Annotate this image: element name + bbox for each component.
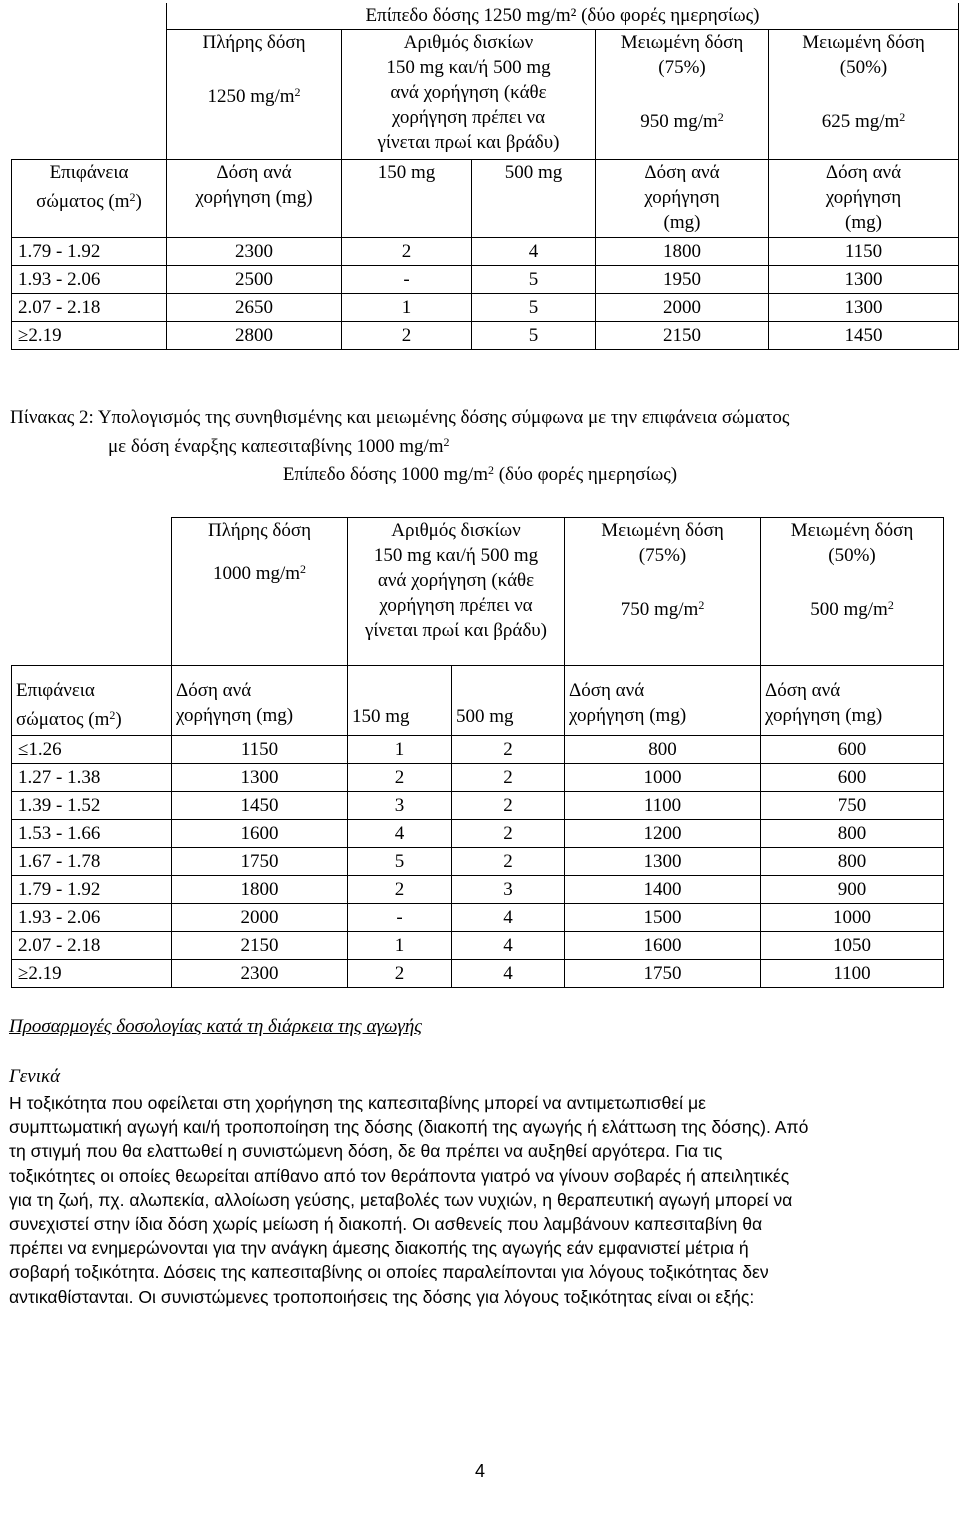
- table-cell: 1400: [565, 876, 761, 904]
- table-cell: 1800: [596, 237, 769, 265]
- table-cell: ≥2.19: [12, 960, 172, 988]
- body-line: αντικαθίστανται. Οι συνιστώμενες τροποποιήσεις της δόσης για λόγους τοξικότητας είναι οι εξής:: [9, 1286, 755, 1307]
- table-cell: 2800: [167, 321, 342, 349]
- table-cell: 900: [761, 876, 944, 904]
- table-cell: 1.27 - 1.38: [12, 764, 172, 792]
- table2-dose75-header: Δόση ανά χορήγηση (mg): [565, 666, 761, 736]
- table-cell: 1: [348, 932, 452, 960]
- table-cell: -: [342, 265, 472, 293]
- table-cell: 2.07 - 2.18: [12, 932, 172, 960]
- blank-cell: [12, 29, 167, 159]
- table-row: [12, 904, 944, 932]
- table-cell: 5: [472, 321, 596, 349]
- table-row: [12, 960, 944, 988]
- table2-reduced75-header: Μειωμένη δόση (75%) 750 $mg/m^2$: [565, 518, 761, 666]
- table2-title: Επίπεδο δόσης 1000 $mg/m^2$ (δύο φορές ημερησίως): [282, 463, 678, 485]
- body-line: τοξικότητες οι οποίες θεωρείται απίθανο από τον θεράποντα γιατρό να γίνουν σοβαρές ή απειλητικές: [9, 1165, 790, 1186]
- table-cell: 1100: [565, 792, 761, 820]
- table-row: [12, 932, 944, 960]
- table-cell: 2300: [167, 237, 342, 265]
- table-cell: 1.67 - 1.78: [12, 848, 172, 876]
- table-cell: 4: [472, 237, 596, 265]
- table-cell: 1950: [596, 265, 769, 293]
- table-cell: 1300: [172, 764, 348, 792]
- table-cell: 750: [761, 792, 944, 820]
- table-cell: 600: [761, 764, 944, 792]
- table1-bsa-header: Επιφάνεια σώματος $(m^2)$: [12, 159, 167, 237]
- table-cell: ≥2.19: [12, 321, 167, 349]
- table-cell: 1450: [769, 321, 959, 349]
- table1-500mg-header: 500 mg: [472, 159, 596, 237]
- table1-dose50-header: Δόση ανά χορήγηση (mg): [769, 159, 959, 237]
- table-cell: 800: [761, 820, 944, 848]
- table2-500mg-header: 500 mg: [452, 666, 565, 736]
- table1-reduced75-header: Μειωμένη δόση (75%) 950 $mg/m^2$: [596, 29, 769, 159]
- table-cell: 2.07 - 2.18: [12, 293, 167, 321]
- table-cell: 1450: [172, 792, 348, 820]
- table-cell: 2: [452, 764, 565, 792]
- table-cell: 2000: [596, 293, 769, 321]
- table-cell: 2300: [172, 960, 348, 988]
- table-cell: 800: [761, 848, 944, 876]
- table-cell: 4: [348, 820, 452, 848]
- table-cell: 2650: [167, 293, 342, 321]
- table-cell: 5: [472, 293, 596, 321]
- table-cell: 2000: [172, 904, 348, 932]
- page-number: 4: [474, 1461, 485, 1481]
- table-cell: 2: [452, 820, 565, 848]
- table-cell: 2: [348, 876, 452, 904]
- table-row: [12, 237, 959, 265]
- table-cell: 1: [348, 736, 452, 764]
- table-row: [12, 293, 959, 321]
- table-cell: 2: [342, 237, 472, 265]
- table-row: [12, 820, 944, 848]
- table-row: [12, 848, 944, 876]
- table-cell: 1100: [761, 960, 944, 988]
- table-cell: 1.79 - 1.92: [12, 237, 167, 265]
- table2-bsa-header: Επιφάνεια σώματος $(m^2)$: [12, 666, 172, 736]
- table-cell: 2: [452, 848, 565, 876]
- table1-tablets-header: Αριθμός δισκίων 150 mg και/ή 500 mg ανά χορήγηση (κάθε χορήγηση πρέπει να γίνεται πρωί και βράδυ): [342, 29, 596, 159]
- table2-reduced50-header: Μειωμένη δόση (50%) 500 $mg/m^2$: [761, 518, 944, 666]
- table-row: [12, 736, 944, 764]
- sub-heading: Γενικά: [9, 1066, 61, 1087]
- table-cell: 1300: [769, 265, 959, 293]
- table-cell: 2: [348, 960, 452, 988]
- table2-150mg-header: 150 mg: [348, 666, 452, 736]
- table1-dose-per-admin-header: Δόση ανά χορήγηση (mg): [167, 159, 342, 237]
- body-line: για τη ζωή, πχ. αλωπεκία, αλλοίωση γεύσης, μεταβολές των νυχιών, η θεραπευτική αγωγή μπορεί να: [9, 1189, 793, 1210]
- table-row: [12, 321, 959, 349]
- full-dose-value: 1250 mg/m: [207, 85, 295, 107]
- table-cell: 2: [452, 792, 565, 820]
- body-line: Η τοξικότητα που οφείλεται στη χορήγηση της καπεσιταβίνης μπορεί να αντιμετωπισθεί με: [9, 1093, 706, 1113]
- table-cell: 1.79 - 1.92: [12, 876, 172, 904]
- body-line: πρέπει να ενημερώνονται για την ανάγκη άμεσης διακοπής της αγωγής εάν εμφανιστεί μέτρια ή: [9, 1238, 749, 1259]
- table2-caption: Πίνακας 2: Υπολογισμός της συνηθισμένης και μειωμένης δόσης σύμφωνα με την επιφάνεια σώματος με δόση έναρξης καπεσιταβίνης 1000 $mg/m^2$: [10, 407, 790, 457]
- table-cell: 1200: [565, 820, 761, 848]
- table-cell: 1150: [769, 237, 959, 265]
- table-cell: 1300: [769, 293, 959, 321]
- table-cell: 1000: [761, 904, 944, 932]
- table-cell: 1000: [565, 764, 761, 792]
- table-cell: 1500: [565, 904, 761, 932]
- body-line: σοβαρή τοξικότητα. Δόσεις της καπεσιταβίνης οι οποίες παραλείπονται για λόγους τοξικότητας δεν: [9, 1262, 769, 1283]
- table-row: [12, 792, 944, 820]
- table-cell: 800: [565, 736, 761, 764]
- table-cell: 2500: [167, 265, 342, 293]
- table1-full-dose-header: Πλήρης δόση 1250 $mg/m^2$: [167, 29, 342, 159]
- table2-dose50-header: Δόση ανά χορήγηση (mg): [761, 666, 944, 736]
- table-cell: 1.39 - 1.52: [12, 792, 172, 820]
- table2-tablets-header: Αριθμός δισκίων 150 mg και/ή 500 mg ανά χορήγηση (κάθε χορήγηση πρέπει να γίνεται πρωί και βράδυ): [348, 518, 565, 666]
- table2-dose-per-admin-header: Δόση ανά χορήγηση (mg): [172, 666, 348, 736]
- table-row: [12, 265, 959, 293]
- table-cell: 1800: [172, 876, 348, 904]
- table-cell: ≤1.26: [12, 736, 172, 764]
- blank-cell: [12, 3, 167, 29]
- table-row: [12, 876, 944, 904]
- table-cell: -: [348, 904, 452, 932]
- table-cell: 3: [348, 792, 452, 820]
- table-cell: 4: [452, 904, 565, 932]
- table-cell: 2150: [596, 321, 769, 349]
- table-cell: 1750: [565, 960, 761, 988]
- table-cell: 4: [452, 960, 565, 988]
- table-cell: 1.93 - 2.06: [12, 265, 167, 293]
- body-line: τη στιγμή που θα ελαττωθεί η συνιστώμενη δόση, δε θα πρέπει να αυξηθεί αργότερα. Για τις: [9, 1141, 723, 1162]
- dose-table-1000: [11, 517, 944, 988]
- table-cell: 1.53 - 1.66: [12, 820, 172, 848]
- body-line: συνεχιστεί στην ίδια δόση χωρίς μείωση ή διακοπή. Οι ασθενείς που λαμβάνουν καπεσιταβίνη θα: [9, 1214, 763, 1235]
- table-cell: 600: [761, 736, 944, 764]
- table-cell: 1300: [565, 848, 761, 876]
- table1-dose75-header: Δόση ανά χορήγηση (mg): [596, 159, 769, 237]
- table-cell: 4: [452, 932, 565, 960]
- table1-reduced50-header: Μειωμένη δόση (50%) 625 $mg/m^2$: [769, 29, 959, 159]
- table1-150mg-header: 150 mg: [342, 159, 472, 237]
- table-cell: 2: [348, 764, 452, 792]
- dose-table-1250: [11, 3, 959, 350]
- section-heading: Προσαρμογές δοσολογίας κατά τη διάρκεια της αγωγής: [9, 1016, 422, 1037]
- table-cell: 2: [342, 321, 472, 349]
- table-cell: 5: [348, 848, 452, 876]
- table-cell: 2: [452, 736, 565, 764]
- full-dose-label: Πλήρης δόση: [202, 31, 306, 53]
- blank-cell: [12, 518, 172, 666]
- body-line: συμπτωματική αγωγή και/ή τροποποίηση της δόσης (διακοπή της αγωγής ή ελάττωση της δόσης). Από: [9, 1117, 809, 1138]
- table-row: [12, 764, 944, 792]
- body-paragraph: [9, 1091, 954, 1309]
- table-cell: 2150: [172, 932, 348, 960]
- table-cell: 1750: [172, 848, 348, 876]
- table-cell: 5: [472, 265, 596, 293]
- table-cell: 1.93 - 2.06: [12, 904, 172, 932]
- table-cell: 1: [342, 293, 472, 321]
- table-cell: 1600: [172, 820, 348, 848]
- table-cell: 1150: [172, 736, 348, 764]
- table2-full-dose-header: Πλήρης δόση 1000 $mg/m^2$: [172, 518, 348, 666]
- table-cell: 3: [452, 876, 565, 904]
- table-cell: 1600: [565, 932, 761, 960]
- table1-title: Επίπεδο δόσης 1250 mg/m² (δύο φορές ημερησίως): [167, 3, 959, 29]
- table-cell: 1050: [761, 932, 944, 960]
